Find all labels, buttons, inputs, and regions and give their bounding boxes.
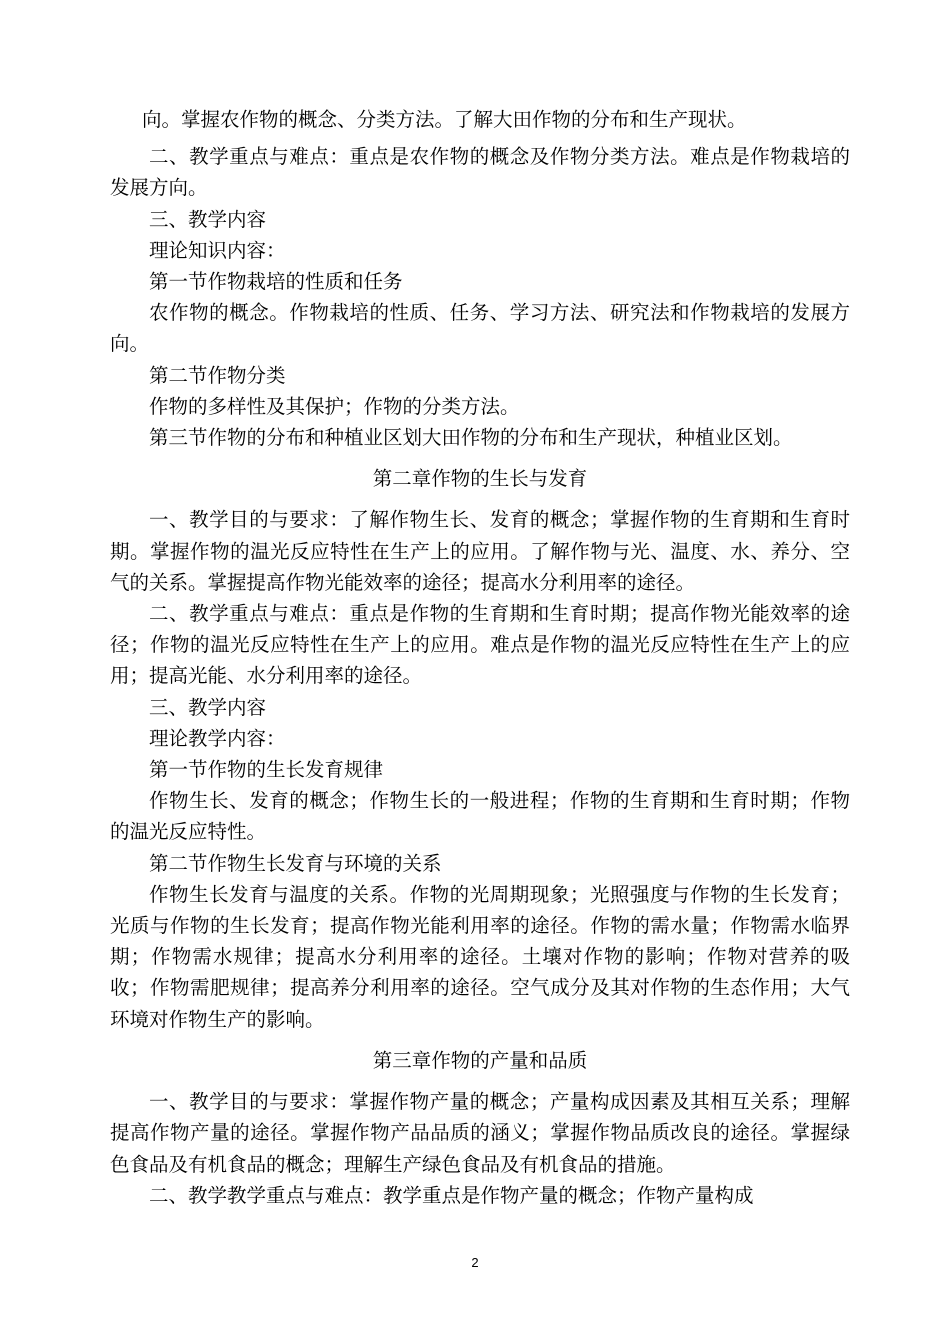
continued-paragraph: 向。掌握农作物的概念、分类方法。了解大田作物的分布和生产现状。 <box>142 108 747 131</box>
body-paragraph: 作物的多样性及其保护；作物的分类方法。 <box>149 394 520 418</box>
body-paragraph: 二、教学重点与难点：重点是作物的生育期和生育时期；提高作物光能效率的途径；作物的温光反应特性在生产上的应用。难点是作物的温光反应特性在生产上的应用；提高光能、水分利用率的途径。 <box>110 602 850 688</box>
body-paragraph: 第三节作物的分布和种植业区划大田作物的分布和生产现状，种植业区划。 <box>149 426 793 450</box>
body-paragraph: 作物生长、发育的概念；作物生长的一般进程；作物的生育期和生育时期；作物的温光反应特性。 <box>110 789 850 844</box>
body-paragraph: 农作物的概念。作物栽培的性质、任务、学习方法、研究法和作物栽培的发展方向。 <box>110 301 850 356</box>
body-paragraph: 二、教学教学重点与难点：教学重点是作物产量的概念；作物产量构成 <box>149 1183 754 1207</box>
chapter-heading: 第二章作物的生长与发育 <box>372 467 588 491</box>
body-paragraph: 三、教学内容 <box>149 695 267 719</box>
body-paragraph: 第一节作物栽培的性质和任务 <box>149 270 403 294</box>
body-paragraph: 理论教学内容： <box>149 726 286 750</box>
body-paragraph: 理论知识内容： <box>149 238 286 262</box>
body-paragraph: 第二节作物分类 <box>149 363 286 387</box>
body-paragraph: 二、教学重点与难点：重点是农作物的概念及作物分类方法。难点是作物栽培的发展方向。 <box>110 145 850 200</box>
body-paragraph: 第一节作物的生长发育规律 <box>149 758 384 782</box>
body-paragraph: 一、教学目的与要求：了解作物生长、发育的概念；掌握作物的生育期和生育时期。掌握作物的温光反应特性在生产上的应用。了解作物与光、温度、水、养分、空气的关系。掌握提高作物光能效率的途径；提高水分利用率的途径。 <box>110 508 850 594</box>
page-number: 2 <box>471 1255 479 1270</box>
body-paragraph: 三、教学内容 <box>149 207 267 231</box>
body-paragraph: 一、教学目的与要求：掌握作物产量的概念；产量构成因素及其相互关系；理解提高作物产量的途径。掌握作物产品品质的涵义；掌握作物品质改良的途径。掌握绿色食品及有机食品的概念；理解生产绿色食品及有机食品的措施。 <box>110 1090 850 1176</box>
body-paragraph: 第二节作物生长发育与环境的关系 <box>149 851 442 875</box>
body-paragraph: 作物生长发育与温度的关系。作物的光周期现象；光照强度与作物的生长发育；光质与作物的生长发育；提高作物光能利用率的途径。作物的需水量；作物需水临界期；作物需水规律；提高水分利用率的途径。土壤对作物的影响；作物对营养的吸收；作物需肥规律；提高养分利用率的途径。空气成分及其对作物的生态作用；大气环境对作物生产的影响。 <box>110 882 850 1031</box>
chapter-heading: 第三章作物的产量和品质 <box>372 1048 588 1072</box>
document-body <box>110 104 850 1211</box>
